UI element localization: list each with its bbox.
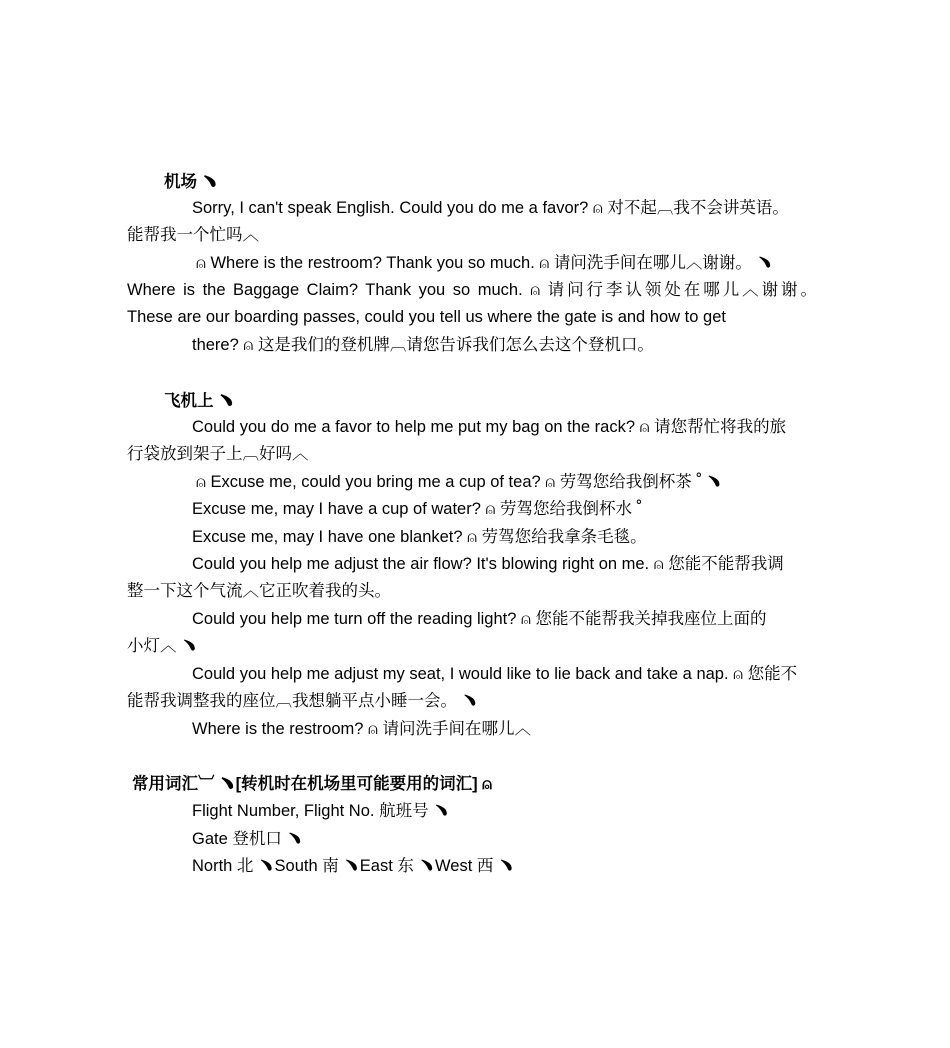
plane-line-1: Could you do me a favor to help me put my bag on the rack? ⍝ 请您帮忙将我的旅 xyxy=(192,418,787,436)
plane-line-5: Excuse me, may I have one blanket? ⍝ 劳驾您给我拿条毛毯。 xyxy=(192,528,647,546)
vocab-line-2: Gate 登机口 ﹅ xyxy=(192,830,303,848)
plane-line-2: 行袋放到架子上︹好吗︿ xyxy=(127,445,309,463)
plane-line-3: ⍝ Excuse me, could you bring me a cup of tea? ⍝ 劳驾您给我倒杯茶 ﹾ ﹅ xyxy=(196,473,723,491)
plane-line-7: 整一下这个气流︿它正吹着我的头。 xyxy=(127,582,391,600)
vocab-line-1: Flight Number, Flight No. 航班号 ﹅ xyxy=(192,802,450,820)
vocab-line-3: North 北 ﹅South 南 ﹅East 东 ﹅West 西 ﹅ xyxy=(192,857,515,875)
airport-line-6: there? ⍝ 这是我们的登机牌︹请您告诉我们怎么去这个登机口。 xyxy=(192,336,654,354)
airport-line-3: ⍝ Where is the restroom? Thank you so much. ⍝ 请问洗手间在哪儿︿谢谢。 ﹅ xyxy=(196,254,773,272)
plane-line-4: Excuse me, may I have a cup of water? ⍝ 劳驾您给我倒杯水 ﹾ xyxy=(192,500,642,518)
plane-line-6: Could you help me adjust the air flow? It's blowing right on me. ⍝ 您能不能帮我调 xyxy=(192,555,784,573)
plane-line-9: 小灯︿ ﹅ xyxy=(127,637,198,655)
section-heading-airport: 机场 ﹅ xyxy=(164,173,219,191)
plane-line-10: Could you help me adjust my seat, I would like to lie back and take a nap. ⍝ 您能不 xyxy=(192,665,798,683)
airport-line-2: 能帮我一个忙吗︿ xyxy=(127,226,259,244)
plane-line-12: Where is the restroom? ⍝ 请问洗手间在哪儿︿ xyxy=(192,720,532,738)
airport-line-5: These are our boarding passes, could you tell us where the gate is and how to get xyxy=(127,308,726,326)
plane-line-8: Could you help me turn off the reading light? ⍝ 您能不能帮我关掉我座位上面的 xyxy=(192,610,767,628)
section-heading-vocabulary: 常用词汇︺ ﹅[转机时在机场里可能要用的词汇] ⍝ xyxy=(132,775,493,793)
plane-line-11: 能帮我调整我的座位︹我想躺平点小睡一会。 ﹅ xyxy=(127,692,479,710)
airport-line-4: Where is the Baggage Claim? Thank you so much. ⍝ 请问行李认领处在哪儿︿谢谢。 xyxy=(127,281,817,299)
airport-line-1: Sorry, I can't speak English. Could you do me a favor? ⍝ 对不起︹我不会讲英语。 xyxy=(192,199,789,217)
section-heading-plane: 飞机上 ﹅ xyxy=(164,392,235,410)
